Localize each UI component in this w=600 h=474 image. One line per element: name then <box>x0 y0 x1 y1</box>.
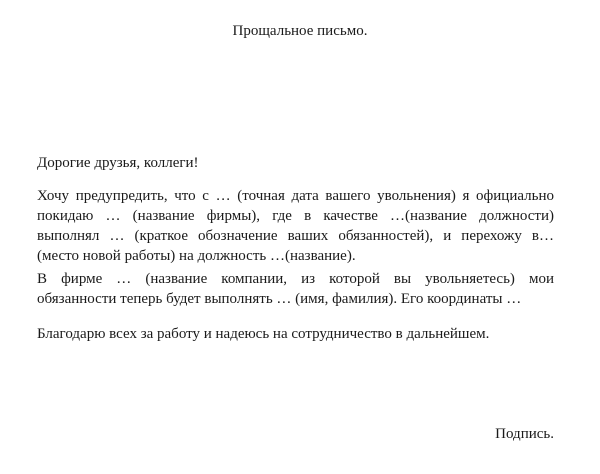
paragraph-line: (место новой работы) на должность …(название). <box>37 248 356 264</box>
paragraph-line: В фирме … (название компании, из которой вы увольняетесь) мои <box>37 271 554 287</box>
paragraph-line: Хочу предупредить, что с … (точная дата вашего увольнения) я официально <box>37 188 554 204</box>
paragraph-line: обязанности теперь будет выполнять … (имя, фамилия). Его координаты … <box>37 291 522 307</box>
paragraph-line: покидаю … (название фирмы), где в качестве …(название должности) <box>37 208 554 224</box>
letter-greeting: Дорогие друзья, коллеги! <box>37 155 199 171</box>
paragraph-announcement <box>37 186 554 266</box>
paragraph-line: выполнял … (краткое обозначение ваших обязанностей), и перехожу в… <box>37 228 554 244</box>
letter-title: Прощальное письмо. <box>232 23 368 39</box>
paragraph-thanks: Благодарю всех за работу и надеюсь на сотрудничество в дальнейшем. <box>37 326 490 342</box>
paragraph-handover <box>37 269 554 309</box>
signature: Подпись. <box>495 426 554 442</box>
